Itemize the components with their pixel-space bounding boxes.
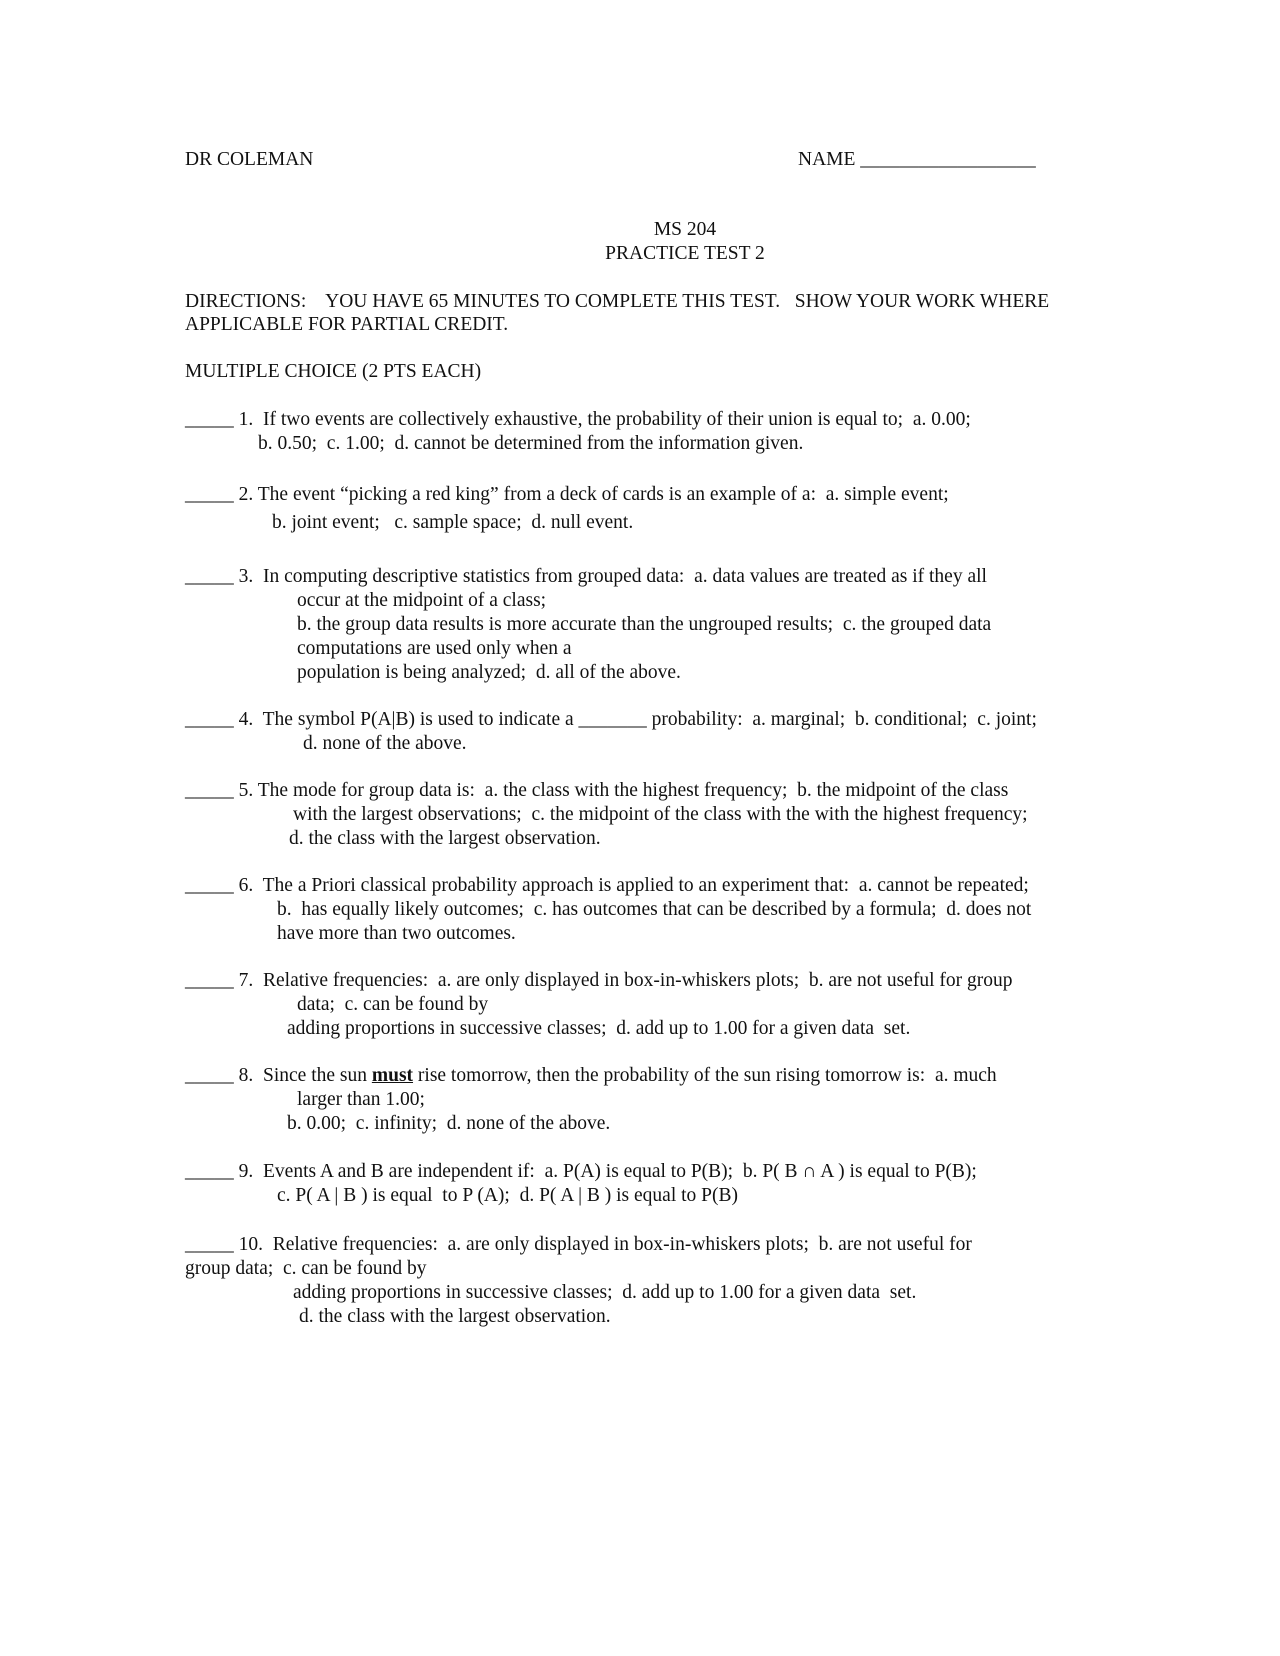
question-4-line-2: d. none of the above. (303, 733, 467, 754)
question-5-line-3: d. the class with the largest observation. (289, 828, 601, 849)
directions-line-1: DIRECTIONS: YOU HAVE 65 MINUTES TO COMPLETE THIS TEST. SHOW YOUR WORK WHERE (185, 291, 1050, 312)
question-3-line-5: population is being analyzed; d. all of the above. (297, 662, 681, 683)
question-10-line-4: d. the class with the largest observation. (299, 1306, 611, 1327)
question-3-line-4: computations are used only when a (297, 638, 572, 659)
question-7-line-3: adding proportions in successive classes; d. add up to 1.00 for a given data set. (287, 1018, 911, 1039)
question-6-line-3: have more than two outcomes. (277, 923, 516, 944)
course-title: MS 204 (653, 219, 717, 240)
question-4-line-1: _____ 4. The symbol P(A|B) is used to indicate a _______ probability: a. marginal; b. conditional; c. joint; (185, 709, 1037, 730)
question-10-line-1: _____ 10. Relative frequencies: a. are only displayed in box-in-whiskers plots; b. are not useful for (185, 1234, 972, 1255)
question-6-line-2: b. has equally likely outcomes; c. has outcomes that can be described by a formula; d. does not (277, 899, 1032, 920)
question-8-suffix: rise tomorrow, then the probability of the sun rising tomorrow is: a. much (413, 1065, 997, 1086)
section-heading: MULTIPLE CHOICE (2 PTS EACH) (185, 361, 482, 382)
question-5-line-2: with the largest observations; c. the midpoint of the class with the with the highest frequency; (293, 804, 1028, 825)
question-3-line-2: occur at the midpoint of a class; (297, 590, 547, 611)
directions-line-2: APPLICABLE FOR PARTIAL CREDIT. (185, 314, 509, 335)
question-3-line-3: b. the group data results is more accurate than the ungrouped results; c. the grouped data (297, 614, 992, 635)
question-5-line-1: _____ 5. The mode for group data is: a. the class with the highest frequency; b. the midpoint of the class (185, 780, 1009, 801)
question-8-line-3: b. 0.00; c. infinity; d. none of the above. (287, 1113, 611, 1134)
question-10-line-3: adding proportions in successive classes; d. add up to 1.00 for a given data set. (293, 1282, 917, 1303)
question-8-prefix: _____ 8. Since the sun (185, 1065, 372, 1086)
question-1-line-2: b. 0.50; c. 1.00; d. cannot be determined from the information given. (258, 433, 804, 454)
question-7-line-1: _____ 7. Relative frequencies: a. are only displayed in box-in-whiskers plots; b. are not useful for group (185, 970, 1013, 991)
question-10-line-2: group data; c. can be found by (185, 1258, 427, 1279)
question-6-line-1: _____ 6. The a Priori classical probability approach is applied to an experiment that: a. cannot be repeated; (185, 875, 1029, 896)
question-8-line-2: larger than 1.00; (297, 1089, 425, 1110)
question-1-line-1: _____ 1. If two events are collectively exhaustive, the probability of their union is equal to; a. 0.00; (185, 409, 971, 430)
question-2-line-2: b. joint event; c. sample space; d. null event. (272, 512, 634, 533)
question-9-line-1: _____ 9. Events A and B are independent if: a. P(A) is equal to P(B); b. P( B ∩ A ) is equal to P(B); (185, 1161, 977, 1182)
question-9-line-2: c. P( A | B ) is equal to P (A); d. P( A | B ) is equal to P(B) (277, 1185, 739, 1206)
question-7-line-2: data; c. can be found by (297, 994, 489, 1015)
question-2-line-1: _____ 2. The event “picking a red king” from a deck of cards is an example of a: a. simple event; (185, 484, 949, 505)
question-8-emphasis: must (371, 1065, 414, 1086)
question-8-line-1 (185, 1064, 997, 1088)
student-name-field: NAME __________________ (798, 149, 1036, 170)
question-3-line-1: _____ 3. In computing descriptive statistics from grouped data: a. data values are treated as if they all (185, 566, 987, 587)
instructor-name: DR COLEMAN (185, 149, 314, 170)
test-title: PRACTICE TEST 2 (605, 243, 765, 264)
